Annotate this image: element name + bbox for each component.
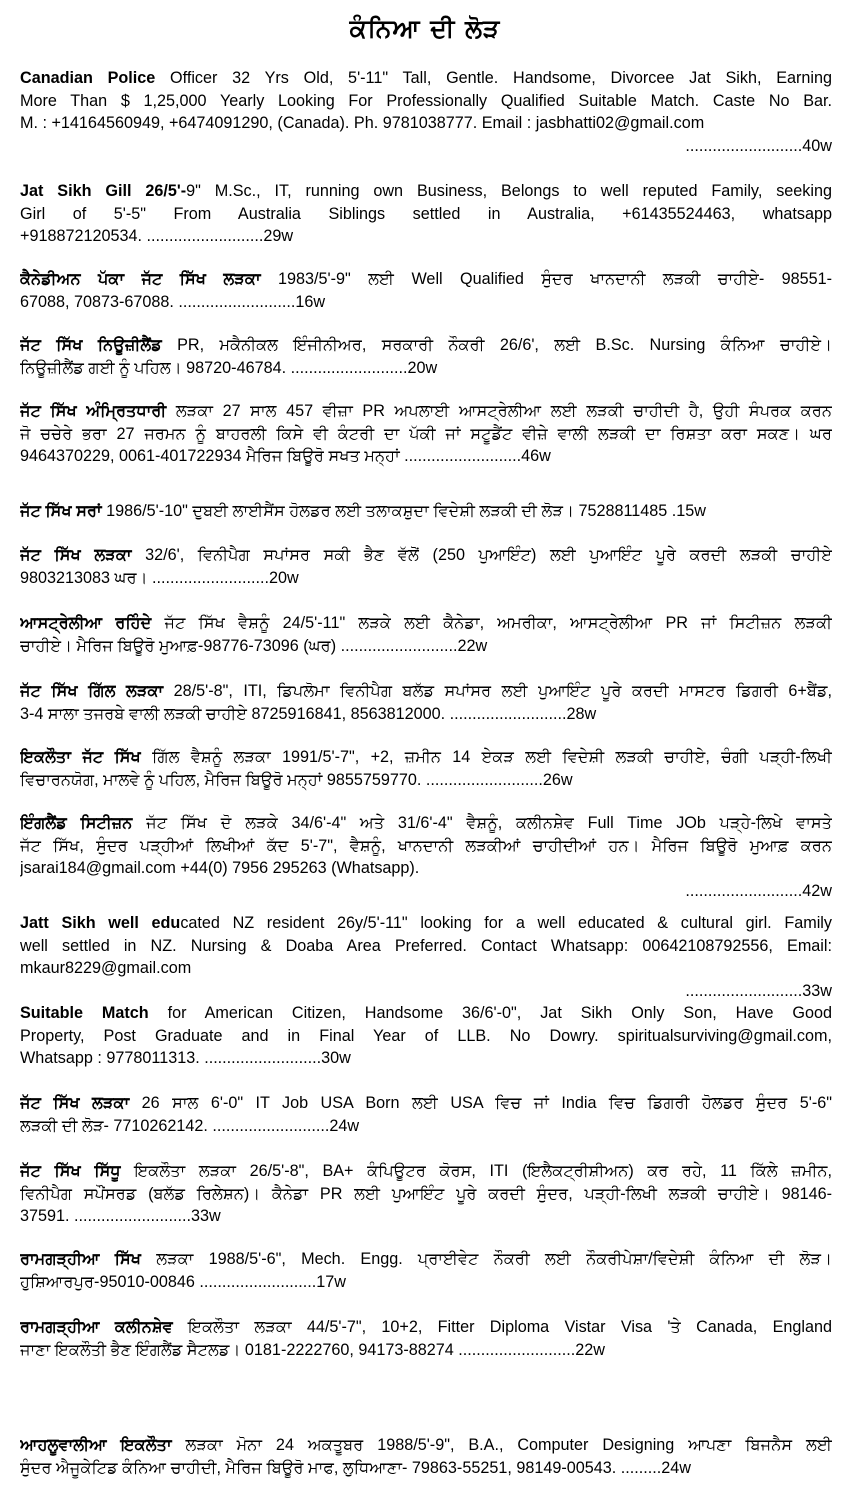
classified-ad [20, 180, 832, 248]
ad-text: 67088, 70873-67088. ..........................16w [20, 292, 326, 311]
ad-text-line [20, 567, 832, 590]
ad-text: 1983/5'-9" ਲਈ Well Qualified ਸੁੰਦਰ ਖਾਨਦਾਨੀ ਲੜਕੀ ਚਾਹੀਏ- 98551- [260, 270, 832, 288]
ad-text: ਹੁਸ਼ਿਆਰਪੁਰ-95010-00846 ..........................17w [20, 1272, 346, 1291]
ad-text-line [20, 423, 832, 446]
ad-text-line [20, 500, 832, 523]
ad-text: +918872120534. ..........................29w [20, 227, 294, 246]
ad-text-line [20, 612, 832, 635]
ad-text: Officer 32 Yrs Old, 5'-11" Tall, Gentle. Handsome, Divorcee Jat Sikh, Earning [155, 69, 832, 87]
ad-text: 32/6', ਵਿਨੀਪੈਗ ਸਪਾਂਸਰ ਸਕੀ ਭੈਣ ਵੱਲੋਂ (250 ਪੁਆਇੰਟ) ਲਈ ਪੁਆਇੰਟ ਪੂਰੇ ਕਰਦੀ ਲੜਕੀ ਚਾਹੀਏ [131, 546, 832, 564]
ad-lead: ਜੱਟ ਸਿੱਖ ਨਿਊਜ਼ੀਲੈਂਡ [20, 336, 162, 354]
classified-ad [20, 812, 832, 902]
ad-lead: Canadian Police [20, 69, 156, 87]
ad-text: ਜੱਟ ਸਿੱਖ ਵੈਸ਼ਨੂੰ 24/5'-11" ਲੜਕੇ ਲਈ ਕੈਨੇਡਾ, ਅਮਰੀਕਾ, ਆਸਟ੍ਰੇਲੀਆ PR ਜਾਂ ਸਿਟੀਜ਼ਨ ਲੜਕੀ [151, 614, 832, 632]
ad-text: Girl of 5'-5" From Australia Siblings settled in Australia, +61435524463, whatsapp [20, 204, 832, 223]
ad-text: ਜਾਣਾ ਇਕਲੌਤੀ ਭੈਣ ਇੰਗਲੈਂਡ ਸੈਟਲਡ। 0181-2222760, 94173-88274 ..........................22w [20, 1340, 605, 1359]
ad-text-line [20, 1115, 832, 1138]
classified-ad [20, 268, 832, 313]
ad-lead: Jat Sikh Gill 26/5'- [20, 182, 187, 200]
ad-text-line [20, 812, 832, 835]
ad-text: 1986/5'-10" ਦੁਬਈ ਲਾਈਸੈਂਸ ਹੋਲਡਰ ਲਈ ਤਲਾਕਸ਼ੁਦਾ ਵਿਦੇਸ਼ੀ ਲੜਕੀ ਦੀ ਲੋੜ। 7528811485 .15w [101, 502, 706, 520]
ad-text: ਸੁੰਦਰ ਐਜੂਕੇਟਿਡ ਕੰਨਿਆ ਚਾਹੀਦੀ, ਮੈਰਿਜ ਬਿਊਰੋ ਮਾਫ, ਲੁਧਿਆਣਾ- 79863-55251, 98149-00543. .........24w [20, 1458, 691, 1477]
ad-text: well settled in NZ. Nursing & Doaba Area Preferred. Contact Whatsapp: 00642108792556, Email: [20, 936, 832, 955]
ad-text: ਇਕਲੌਤਾ ਲੜਕਾ 26/5'-8", BA+ ਕੰਪਿਊਟਰ ਕੋਰਸ, ITI (ਇਲੈਕਟ੍ਰੀਸ਼ੀਅਨ) ਕਰ ਰਹੇ, 11 ਕਿੱਲੇ ਜ਼ਮੀਨ, [120, 1162, 832, 1180]
ad-lead: ਜੱਟ ਸਿੱਖ ਅੰਮ੍ਰਿਤਧਾਰੀ [20, 402, 167, 420]
ad-text: M. : +14164560949, +6474091290, (Canada). Ph. 9781038777. Email : jasbhatti02@gmail.com [20, 114, 705, 133]
ad-text-line [20, 635, 832, 658]
ad-text-line [20, 857, 832, 880]
ad-text-line [20, 334, 832, 357]
ad-text-line [20, 225, 832, 248]
ad-text-line [20, 1248, 832, 1271]
classified-ad [20, 1434, 832, 1479]
ad-reference: ..........................40w [685, 136, 832, 155]
ad-text-line [20, 180, 832, 203]
ad-text-line [20, 90, 832, 113]
classified-ad [20, 912, 832, 1002]
ad-text-line [20, 1002, 832, 1025]
ad-lead: ਕੈਨੇਡੀਅਨ ਪੱਕਾ ਜੱਟ ਸਿੱਖ ਲੜਕਾ [20, 270, 261, 288]
ad-lead: ਆਸਟ੍ਰੇਲੀਆ ਰਹਿੰਦੇ [20, 614, 152, 632]
ad-text-line [20, 1183, 832, 1206]
ad-text: ਲੜਕੀ ਦੀ ਲੋੜ- 7710262142. ..........................24w [20, 1116, 360, 1135]
ad-text-line [20, 1047, 832, 1070]
ad-text-line [20, 67, 832, 90]
ad-text: jsarai184@gmail.com +44(0) 7956 295263 (Whatsapp). [20, 859, 420, 878]
classified-ad [20, 400, 832, 468]
ad-text-line [20, 703, 832, 726]
ad-text-line [20, 112, 832, 135]
classified-ad [20, 544, 832, 589]
ad-text-line [20, 957, 832, 980]
ad-lead: ਜੱਟ ਸਿੱਖ ਸਰਾਂ [20, 502, 102, 520]
ad-text-line [20, 935, 832, 958]
ad-text-line [20, 680, 832, 703]
ad-text: Property, Post Graduate and in Final Year of LLB. No Dowry. spiritualsurviving@gmail.com, [20, 1026, 832, 1045]
ad-text-line [20, 1271, 832, 1294]
ad-text: More Than $ 1,25,000 Yearly Looking For Professionally Qualified Suitable Match. Caste No Bar. [20, 91, 832, 110]
ad-text-line [20, 1434, 832, 1457]
ad-text: 28/5'-8", ITI, ਡਿਪਲੋਮਾ ਵਿਨੀਪੈਗ ਬਲੱਡ ਸਪਾਂਸਰ ਲਈ ਪੁਆਇੰਟ ਪੂਰੇ ਕਰਦੀ ਮਾਸਟਰ ਡਿਗਰੀ 6+ਬੈਂਡ, [163, 682, 832, 700]
ad-text: ਚਾਹੀਏ। ਮੈਰਿਜ ਬਿਊਰੋ ਮੁਆਫ਼-98776-73096 (ਘਰ) ..........................22w [20, 636, 488, 655]
ad-text: ਜੋ ਚਚੇਰੇ ਭਰਾ 27 ਜਰਮਨ ਨੂੰ ਬਾਹਰਲੀ ਕਿਸੇ ਵੀ ਕੰਟਰੀ ਦਾ ਪੱਕੀ ਜਾਂ ਸਟੂਡੈਂਟ ਵੀਜ਼ੇ ਵਾਲੀ ਲੜਕੀ ਦਾ ਰਿਸ਼ਤਾ ਕਰਾ ਸਕਣ। ਘਰ [20, 424, 832, 443]
classified-ad [20, 680, 832, 725]
ad-text: ਗਿੱਲ ਵੈਸ਼ਨੂੰ ਲੜਕਾ 1991/5'-7", +2, ਜ਼ਮੀਨ 14 ਏਕੜ ਲਈ ਵਿਦੇਸ਼ੀ ਲੜਕੀ ਚਾਹੀਏ, ਚੰਗੀ ਪੜ੍ਹੀ-ਲਿਖੀ [140, 748, 832, 766]
ad-text-line [20, 746, 832, 769]
ad-text: 26 ਸਾਲ 6'-0" IT Job USA Born ਲਈ USA ਵਿਚ ਜਾਂ India ਵਿਚ ਡਿਗਰੀ ਹੋਲਡਰ ਸੁੰਦਰ 5'-6" [129, 1094, 832, 1112]
classified-ad [20, 500, 832, 523]
ad-text: Whatsapp : 9778011313. ..........................30w [20, 1049, 351, 1068]
classified-ad [20, 1248, 832, 1293]
ad-lead: ਰਾਮਗੜ੍ਹੀਆ ਕਲੀਨਸ਼ੇਵ [20, 1318, 173, 1336]
ad-lead: ਇਕਲੌਤਾ ਜੱਟ ਸਿੱਖ [20, 748, 141, 766]
ad-text-line [20, 1025, 832, 1048]
classified-ad [20, 1316, 832, 1361]
ad-text-line [20, 1092, 832, 1115]
ad-text: 3-4 ਸਾਲਾ ਤਜਰਬੇ ਵਾਲੀ ਲੜਕੀ ਚਾਹੀਏ 8725916841, 8563812000. ..........................28w [20, 704, 597, 723]
ad-text: for American Citizen, Handsome 36/6'-0", Jat Sikh Only Son, Have Good [148, 1004, 832, 1022]
ad-text: ਵਿਨੀਪੈਗ ਸਪੌਂਸਰਡ (ਬਲੱਡ ਰਿਲੇਸ਼ਨ)। ਕੈਨੇਡਾ PR ਲਈ ਪੁਆਇੰਟ ਪੂਰੇ ਕਰਦੀ ਸੁੰਦਰ, ਪੜ੍ਹੀ-ਲਿਖੀ ਲੜਕੀ ਚਾਹੀਏ। 98146- [20, 1184, 832, 1203]
ad-text-line [20, 203, 832, 226]
ad-text-line [20, 445, 832, 468]
ad-text: cated NZ resident 26y/5'-11" looking for a well educated & cultural girl. Family [180, 914, 832, 932]
ad-lead: ਜੱਟ ਸਿੱਖ ਸਿੱਧੂ [20, 1162, 121, 1180]
ad-text: ਲੜਕਾ 27 ਸਾਲ 457 ਵੀਜ਼ਾ PR ਅਪਲਾਈ ਆਸਟ੍ਰੇਲੀਆ ਲਈ ਲੜਕੀ ਚਾਹੀਦੀ ਹੈ, ਉਹੀ ਸੰਪਰਕ ਕਰਨ [166, 402, 832, 420]
classified-ad [20, 612, 832, 657]
ad-text-line [20, 400, 832, 423]
ad-lead: ਜੱਟ ਸਿੱਖ ਗਿੱਲ ਲੜਕਾ [20, 682, 164, 700]
ad-text-line [20, 544, 832, 567]
ad-text-line [20, 268, 832, 291]
classified-ad [20, 1092, 832, 1137]
ad-text: ਜੱਟ ਸਿੱਖ, ਸੁੰਦਰ ਪੜ੍ਹੀਆਂ ਲਿਖੀਆਂ ਕੱਦ 5'-7", ਵੈਸ਼ਨੂੰ, ਖਾਨਦਾਨੀ ਲੜਕੀਆਂ ਚਾਹੀਦੀਆਂ ਹਨ। ਮੈਰਿਜ ਬਿਊਰੋ ਮੁਆਫ਼ ਕਰਨ [20, 836, 832, 855]
ad-lead: Jatt Sikh well edu [20, 914, 181, 932]
ad-lead: ਇੰਗਲੈਂਡ ਸਿਟੀਜ਼ਨ [20, 814, 133, 832]
ad-text-line [20, 1160, 832, 1183]
ad-text-line [20, 291, 832, 314]
ad-text-line [20, 1457, 832, 1480]
ad-reference: ..........................42w [685, 881, 832, 900]
ad-lead: ਆਹਲੂਵਾਲੀਆ ਇਕਲੌਤਾ [20, 1436, 172, 1454]
ad-text: ਲੜਕਾ ਮੋਨਾ 24 ਅਕਤੂਬਰ 1988/5'-9", B.A., Computer Designing ਆਪਣਾ ਬਿਜਨੈਸ ਲਈ [171, 1436, 832, 1454]
page-heading: ਕੰਨਿਆ ਦੀ ਲੋੜ [349, 14, 501, 43]
ad-text: ਜੱਟ ਸਿੱਖ ਦੋ ਲੜਕੇ 34/6'-4" ਅਤੇ 31/6'-4" ਵੈਸ਼ਨੂੰ, ਕਲੀਨਸ਼ੇਵ Full Time JOb ਪੜ੍ਹੇ-ਲਿਖੇ ਵਾਸਤੇ [132, 814, 832, 832]
ad-text: 9464370229, 0061-401722934 ਮੈਰਿਜ ਬਿਊਰੋ ਸਖਤ ਮਨ੍ਹਾਂ ..........................46w [20, 447, 551, 466]
ad-text-line [20, 1316, 832, 1339]
classified-ad [20, 1002, 832, 1070]
ad-text: ਵਿਚਾਰਨਯੋਗ, ਮਾਲਵੇ ਨੂੰ ਪਹਿਲ, ਮੈਰਿਜ ਬਿਊਰੋ ਮਨ੍ਹਾਂ 9855759770. ..........................26w [20, 770, 573, 789]
ad-text: PR, ਮਕੈਨੀਕਲ ਇੰਜੀਨੀਅਰ, ਸਰਕਾਰੀ ਨੌਕਰੀ 26/6', ਲਈ B.Sc. Nursing ਕੰਨਿਆ ਚਾਹੀਏ। [161, 336, 832, 354]
ad-lead: ਜੱਟ ਸਿੱਖ ਲੜਕਾ [20, 1094, 130, 1112]
ad-text: 9" M.Sc., IT, running own Business, Belongs to well reputed Family, seeking [186, 182, 832, 200]
classified-ad [20, 334, 832, 379]
ad-lead: ਜੱਟ ਸਿੱਖ ਲੜਕਾ [20, 546, 132, 564]
ad-text-line [20, 357, 832, 380]
ad-text: 9803213083 ਘਰ। ..........................20w [20, 568, 299, 587]
classified-ad [20, 1160, 832, 1228]
ad-reference: ..........................33w [685, 981, 832, 1000]
ad-text-line [20, 1339, 832, 1362]
ad-text-line [20, 912, 832, 935]
ad-text: ਨਿਊਜ਼ੀਲੈਂਡ ਗਈ ਨੂੰ ਪਹਿਲ। 98720-46784. ..........................20w [20, 358, 438, 377]
ad-lead: Suitable Match [20, 1004, 149, 1022]
classified-ad [20, 67, 832, 157]
ad-text-line [20, 769, 832, 792]
ad-text: mkaur8229@gmail.com [20, 959, 192, 978]
ad-text: ਇਕਲੌਤਾ ਲੜਕਾ 44/5'-7", 10+2, Fitter Diploma Vistar Visa 'ਤੇ Canada, England [172, 1318, 832, 1336]
ad-text: 37591. ..........................33w [20, 1207, 221, 1226]
ad-lead: ਰਾਮਗੜ੍ਹੀਆ ਸਿੱਖ [20, 1250, 142, 1268]
ad-text: ਲੜਕਾ 1988/5'-6", Mech. Engg. ਪ੍ਰਾਈਵੇਟ ਨੌਕਰੀ ਲਈ ਨੌਕਰੀਪੇਸ਼ਾ/ਵਿਦੇਸ਼ੀ ਕੰਨਿਆ ਦੀ ਲੋੜ। [141, 1250, 832, 1268]
ad-text-line [20, 835, 832, 858]
ad-text-line [20, 1205, 832, 1228]
classified-ad [20, 746, 832, 791]
